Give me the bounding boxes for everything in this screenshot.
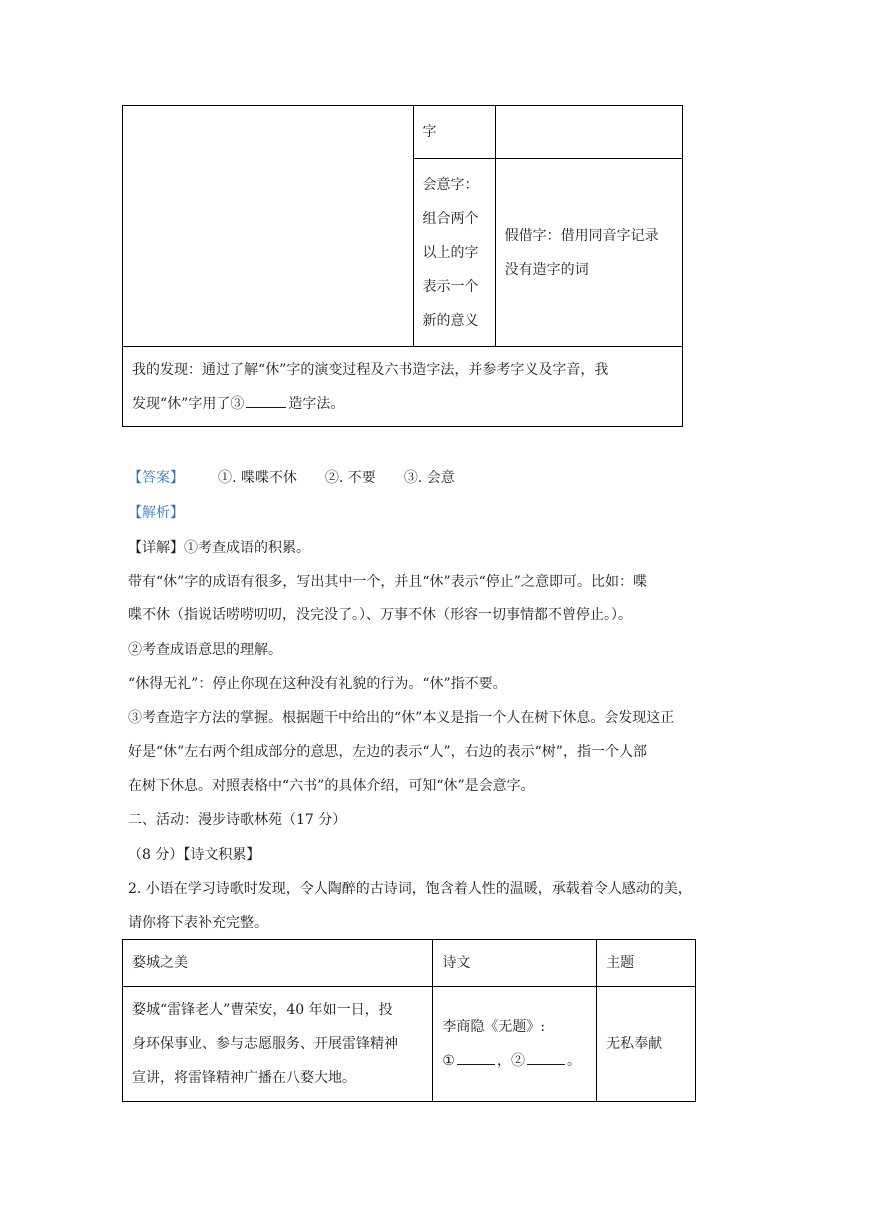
huiyi-cell: 会意字： 组合两个 以上的字 表示一个 新的意义 <box>413 159 495 347</box>
empty-cell <box>123 106 414 347</box>
empty-cell-2 <box>495 106 682 159</box>
answer-item: ①. 喋喋不休 <box>218 470 297 486</box>
text-line: ③考查造字方法的掌握。根据题干中给出的“休”本义是指一个人在树下休息。会发现这正 <box>128 710 675 726</box>
answer-line <box>128 468 455 488</box>
text-line: 好是“休”左右两个组成部分的意思，左边的表示“人”，右边的表示“树”，指一个人部 <box>128 744 647 760</box>
table-header: 婺城之美 <box>123 940 433 987</box>
text-line: “休得无礼”：停止你现在这种没有礼貌的行为。“休”指不要。 <box>128 676 507 692</box>
analysis-tag: 【解析】 <box>128 505 184 521</box>
liushu-table <box>122 105 683 427</box>
question-line: 请你将下表补充完整。 <box>128 915 268 931</box>
question-line: 2. 小语在学习诗歌时发现，令人陶醉的古诗词，饱含着人性的温暖，承载着令人感动的美， <box>128 881 692 897</box>
poem-blank[interactable] <box>457 1050 495 1065</box>
text-line: 喋不休（指说话唠唠叨叨，没完没了。）、万事不休（形容一切事情都不曾停止。）。 <box>128 607 632 623</box>
answer-item: ③. 会意 <box>403 470 455 486</box>
table-header: 诗文 <box>433 940 597 987</box>
text-line: ②考查成语意思的理解。 <box>128 642 282 658</box>
section-heading: 二、活动：漫步诗歌林苑（17 分） <box>128 812 347 828</box>
table-header: 主题 <box>597 940 696 987</box>
table-cell-zi: 字 <box>413 106 495 159</box>
answer-blank[interactable] <box>246 393 286 408</box>
subsection-heading: （8 分）【诗文积累】 <box>128 847 261 863</box>
poem-blank[interactable] <box>527 1050 565 1065</box>
description-cell: 婺城“雷锋老人”曹荣安，40 年如一日，投 身环保事业、参与志愿服务、开展雷锋精神 宣讲，将雷锋精神广播在八婺大地。 <box>123 987 433 1102</box>
detail-line: 【详解】①考查成语的积累。 <box>128 540 310 556</box>
answer-item: ②. 不要 <box>324 470 376 486</box>
answer-tag: 【答案】 <box>128 470 184 486</box>
jiajie-cell: 假借字：借用同音字记录 没有造字的词 <box>495 159 682 347</box>
text-line: 带有“休”字的成语有很多，写出其中一个，并且“休”表示“停止”之意即可。比如：喋 <box>128 574 647 590</box>
text-line: 在树下休息。对照表格中“六书”的具体介绍，可知“休”是会意字。 <box>128 778 535 794</box>
theme-cell: 无私奉献 <box>597 987 696 1102</box>
discovery-cell: 我的发现：通过了解“休”字的演变过程及六书造字法，并参考字义及字音，我 发现“休”字用了③ 造字法。 <box>123 347 683 427</box>
poetry-table <box>122 939 696 1102</box>
poem-cell: 李商隐《无题》: ① ，② 。 <box>433 987 597 1102</box>
